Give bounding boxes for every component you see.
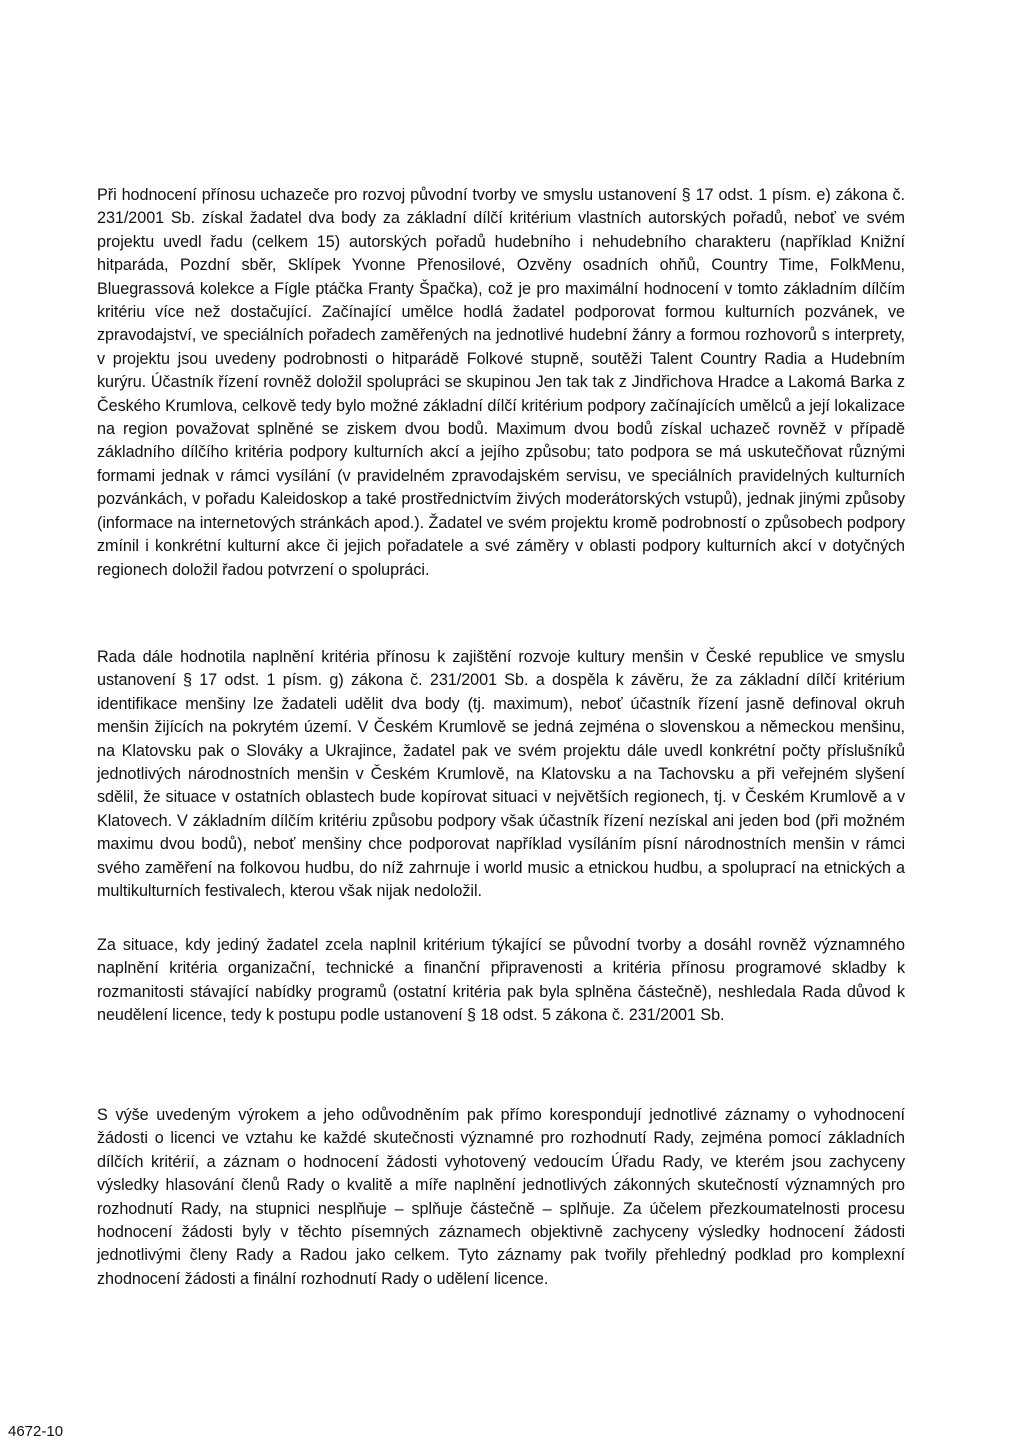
paragraph-evaluation-records: S výše uvedeným výrokem a jeho odůvodněním pak přímo korespondují jednotlivé záznamy o vyhodnocení žádosti o licenci ve vztahu ke každé skutečnosti významné pro rozhodnutí Rady, zejména pomocí základních dílčích kritérií, a záznam o hodnocení žádosti vyhotovený vedoucím Úřadu Rady, ve kterém jsou zachyceny výsledky hlasování členů Rady o kvalitě a míře naplnění jednotlivých zákonných skutečností významných pro rozhodnutí Rady, na stupnici nesplňuje – splňuje částečně – splňuje. Za účelem přezkoumatelnosti procesu hodnocení žádosti byly v těchto písemných záznamech objektivně zachyceny výsledky hodnocení žádosti jednotlivými členy Rady a Radou jako celkem. Tyto záznamy pak tvořily přehledný podklad pro komplexní zhodnocení žádosti a finální rozhodnutí Rady o udělení licence.	[97, 1106, 905, 1288]
paragraph-license-decision: Za situace, kdy jediný žadatel zcela naplnil kritérium týkající se původní tvorby a dosáhl rovněž významného naplnění kritéria organizační, technické a finanční připravenosti a kritéria přínosu programové skladby k rozmanitosti stávající nabídky programů (ostatní kritéria pak byla splněna částečně), neshledala Rada důvod k neudělení licence, tedy k postupu podle ustanovení § 18 odst. 5 zákona č. 231/2001 Sb.	[97, 936, 905, 1025]
page-number: 4672-10	[8, 1423, 64, 1440]
paragraph-original-work: Při hodnocení přínosu uchazeče pro rozvoj původní tvorby ve smyslu ustanovení § 17 odst. 1 písm. e) zákona č. 231/2001 Sb. získal žadatel dva body za základní dílčí kritérium vlastních autorských pořadů, neboť ve svém projektu uvedl řadu (celkem 15) autorských pořadů hudebního i nehudebního charakteru (například Knižní hitparáda, Pozdní sběr, Sklípek Yvonne Přenosilové, Ozvěny osadních ohňů, Country Time, FolkMenu, Bluegrassová kolekce a Fígle ptáčka Franty Špačka), což je pro maximální hodnocení v tomto základním dílčím kritériu více než dostačující. Začínající umělce hodlá žadatel podporovat formou kulturních pozvánek, ve zpravodajství, ve speciálních pořadech zaměřených na jednotlivé hudební žánry a formou rozhovorů s interprety, v projektu jsou uvedeny podrobnosti o hitparádě Folkové stupně, soutěži Talent Country Radia a Hudebním kurýru. Účastník řízení rovněž doložil spolupráci se skupinou Jen tak tak z Jindřichova Hradce a Lakomá Barka z Českého Krumlova, celkově tedy bylo možné základní dílčí kritérium podpory začínajících umělců a její lokalizace na region považovat splněné se ziskem dvou bodů. Maximum dvou bodů získal uchazeč rovněž v případě základního dílčího kritéria podpory kulturních akcí a jejího způsobu; tato podpora se má uskutečňovat různými formami jednak v rámci vysílání (v pravidelném zpravodajském servisu, ve speciálních pravidelných kulturních pozvánkách, v pořadu Kaleidoskop a také prostřednictvím živých moderátorských vstupů), jednak jinými způsoby (informace na internetových stránkách apod.). Žadatel ve svém projektu kromě podrobností o způsobech podpory zmínil i konkrétní kulturní akce či jejich pořadatele a své záměry v oblasti podpory kulturních akcí v dotyčných regionech doložil řadou potvrzení o spolupráci.	[97, 186, 906, 579]
paragraph-minority-culture: Rada dále hodnotila naplnění kritéria přínosu k zajištění rozvoje kultury menšin v České republice ve smyslu ustanovení § 17 odst. 1 písm. g) zákona č. 231/2001 Sb. a dospěla k závěru, že za základní dílčí kritérium identifikace menšiny lze žadateli udělit dva body (tj. maximum), neboť účastník řízení jasně definoval okruh menšin žijících na pokrytém území. V Českém Krumlově se jedná zejména o slovenskou a německou menšinu, na Klatovsku pak o Slováky a Ukrajince, žadatel pak ve svém projektu dále uvedl konkrétní počty příslušníků jednotlivých národnostních menšin v Českém Krumlově, na Klatovsku a na Tachovsku a při veřejném slyšení sdělil, že situace v ostatních oblastech bude kopírovat situaci v největších regionech, tj. v Českém Krumlově a v Klatovech. V základním dílčím kritériu způsobu podpory však účastník řízení nezískal ani jeden bod (při možném maximu dvou bodů), neboť menšiny chce podporovat například vysíláním písní národnostních menšin v rámci svého zaměření na folkovou hudbu, do níž zahrnuje i world music a etnickou hudbu, a spoluprací na etnických a multikulturních festivalech, kterou však nijak nedoložil.	[97, 648, 905, 901]
